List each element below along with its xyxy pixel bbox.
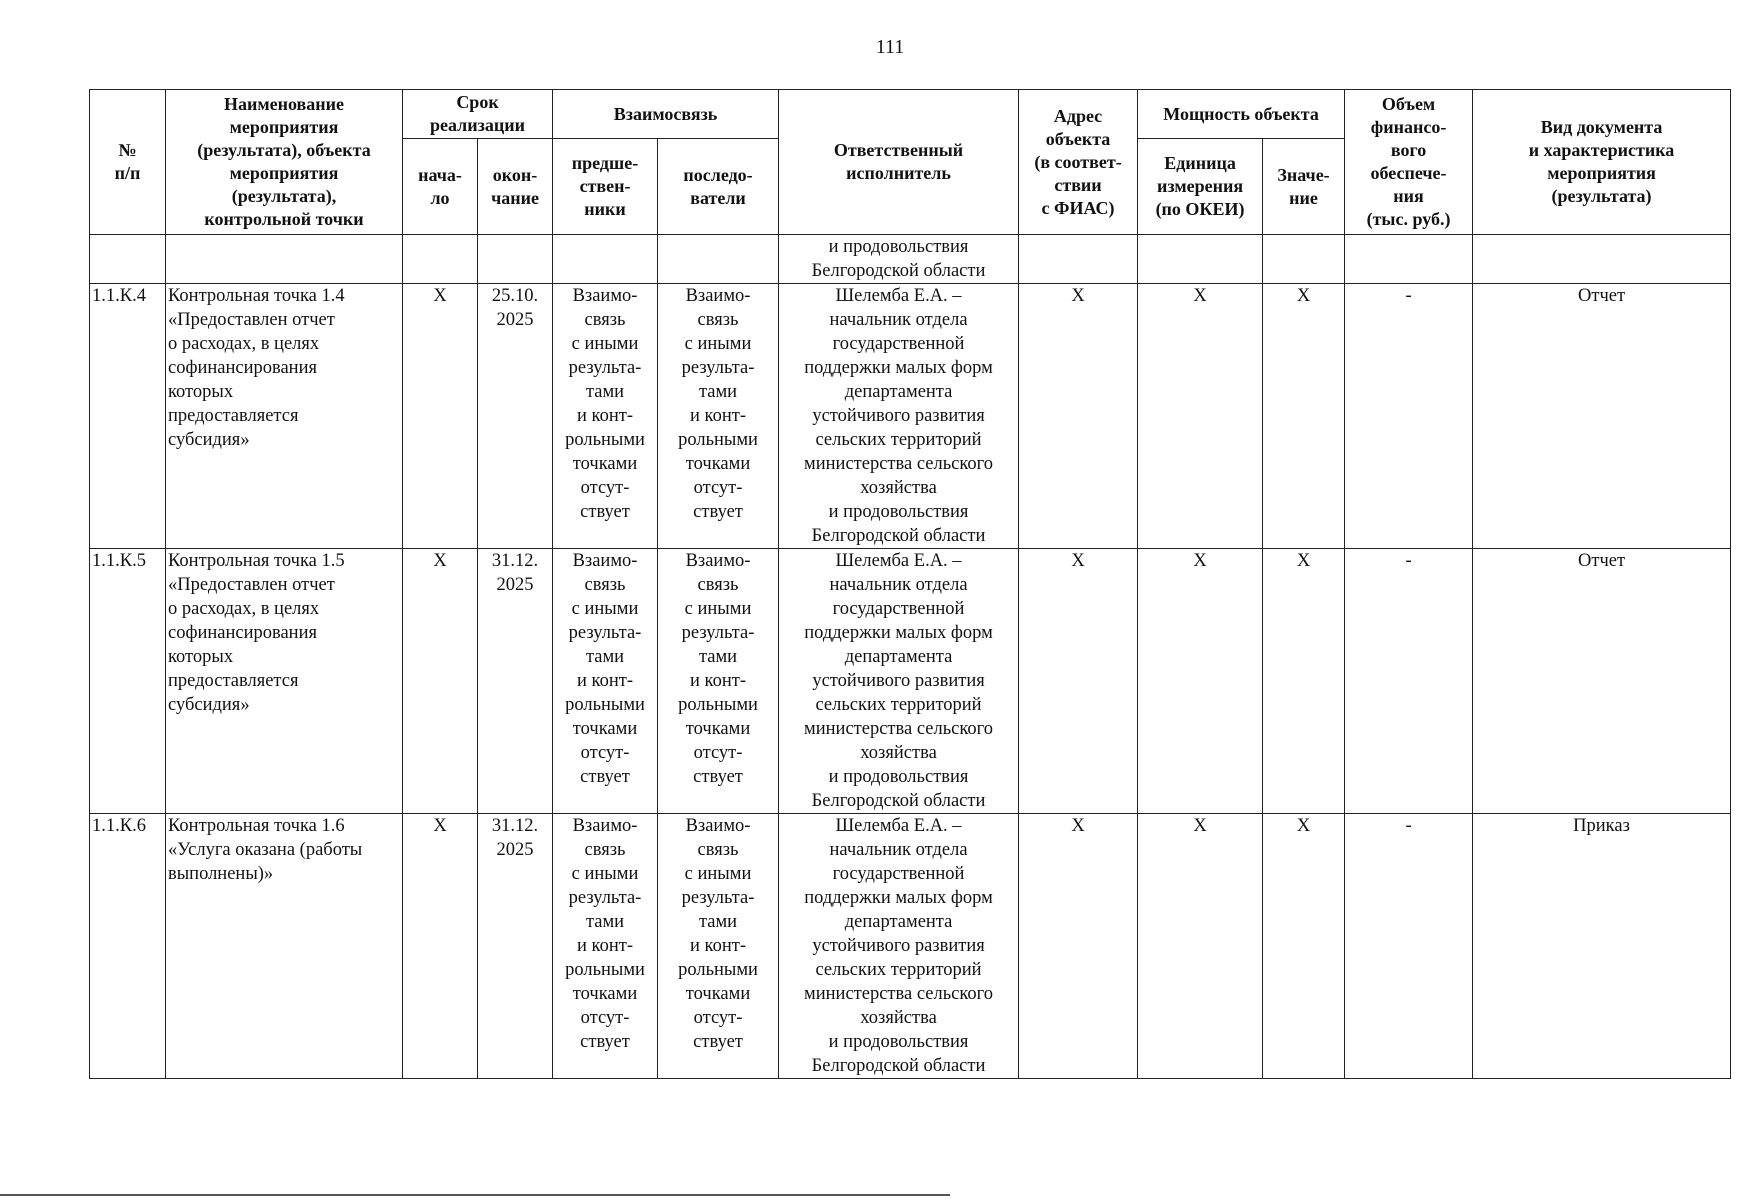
row-end: 31.12. 2025 [478, 814, 553, 1079]
table-cell [1263, 235, 1345, 284]
row-value: X [1263, 284, 1345, 549]
table-cell [403, 235, 478, 284]
row-prev: Взаимо- связь с иными результа- тами и конт- рольными точками отсут- ствует [553, 549, 658, 814]
row-value: X [1263, 814, 1345, 1079]
row-address: X [1019, 814, 1138, 1079]
table-cell [1019, 235, 1138, 284]
table-cell [658, 235, 779, 284]
row-doc: Отчет [1473, 549, 1731, 814]
row-next: Взаимо- связь с иными результа- тами и конт- рольными точками отсут- ствует [658, 549, 779, 814]
continuation-responsible: и продовольствия Белгородской области [779, 235, 1019, 284]
row-start: X [403, 549, 478, 814]
header-capacity-unit: Единица измерения (по ОКЕИ) [1138, 139, 1263, 235]
row-name: Контрольная точка 1.5 «Предоставлен отчет о расходах, в целях софинансирования которых предоставляется субсидия» [166, 549, 403, 814]
row-address: X [1019, 549, 1138, 814]
row-prev: Взаимо- связь с иными результа- тами и конт- рольными точками отсут- ствует [553, 814, 658, 1079]
table-cell [90, 235, 166, 284]
table-cell [1138, 235, 1263, 284]
row-name: Контрольная точка 1.4 «Предоставлен отчет о расходах, в целях софинансирования которых предоставляется субсидия» [166, 284, 403, 549]
row-value: X [1263, 549, 1345, 814]
row-doc: Отчет [1473, 284, 1731, 549]
header-link: Взаимосвязь [553, 90, 779, 139]
row-prev: Взаимо- связь с иными результа- тами и конт- рольными точками отсут- ствует [553, 284, 658, 549]
header-term: Срок реализации [403, 90, 553, 139]
scan-edge-line [0, 1194, 950, 1196]
header-responsible: Ответственный исполнитель [779, 90, 1019, 235]
row-finance: - [1345, 284, 1473, 549]
row-finance: - [1345, 814, 1473, 1079]
header-finance: Объем финансо- вого обеспече- ния (тыс. руб.) [1345, 90, 1473, 235]
row-end: 25.10. 2025 [478, 284, 553, 549]
header-doc-type: Вид документа и характеристика мероприятия (результата) [1473, 90, 1731, 235]
row-num: 1.1.К.5 [90, 549, 166, 814]
header-link-next: последо- ватели [658, 139, 779, 235]
table-cell [166, 235, 403, 284]
table-cell [1473, 235, 1731, 284]
header-term-start: нача- ло [403, 139, 478, 235]
table-row [90, 549, 1731, 814]
row-responsible: Шелемба Е.А. – начальник отдела государственной поддержки малых форм департамента устойчивого развития сельских территорий министерства сельского хозяйства и продовольствия Белгородской области [779, 814, 1019, 1079]
table-cell [553, 235, 658, 284]
row-finance: - [1345, 549, 1473, 814]
row-unit: X [1138, 814, 1263, 1079]
row-doc: Приказ [1473, 814, 1731, 1079]
row-responsible: Шелемба Е.А. – начальник отдела государственной поддержки малых форм департамента устойчивого развития сельских территорий министерства сельского хозяйства и продовольствия Белгородской области [779, 284, 1019, 549]
row-num: 1.1.К.6 [90, 814, 166, 1079]
row-next: Взаимо- связь с иными результа- тами и конт- рольными точками отсут- ствует [658, 814, 779, 1079]
row-start: X [403, 814, 478, 1079]
header-num: № п/п [90, 90, 166, 235]
table-row [90, 284, 1731, 549]
table-cell [478, 235, 553, 284]
row-num: 1.1.К.4 [90, 284, 166, 549]
row-end: 31.12. 2025 [478, 549, 553, 814]
header-capacity: Мощность объекта [1138, 90, 1345, 139]
header-capacity-value: Значе- ние [1263, 139, 1345, 235]
header-term-end: окон- чание [478, 139, 553, 235]
table-cell [1345, 235, 1473, 284]
table-header [90, 90, 1731, 235]
page-number: 111 [875, 36, 905, 58]
row-next: Взаимо- связь с иными результа- тами и конт- рольными точками отсут- ствует [658, 284, 779, 549]
continuation-row [90, 235, 1731, 284]
row-start: X [403, 284, 478, 549]
table-row [90, 814, 1731, 1079]
header-name: Наименование мероприятия (результата), объекта мероприятия (результата), контрольной точки [166, 90, 403, 235]
row-name: Контрольная точка 1.6 «Услуга оказана (работы выполнены)» [166, 814, 403, 1079]
header-link-prev: предше- ствен- ники [553, 139, 658, 235]
row-unit: X [1138, 549, 1263, 814]
row-unit: X [1138, 284, 1263, 549]
row-responsible: Шелемба Е.А. – начальник отдела государственной поддержки малых форм департамента устойчивого развития сельских территорий министерства сельского хозяйства и продовольствия Белгородской области [779, 549, 1019, 814]
activities-table [89, 89, 1731, 1079]
header-address: Адрес объекта (в соответ- ствии с ФИАС) [1019, 90, 1138, 235]
row-address: X [1019, 284, 1138, 549]
